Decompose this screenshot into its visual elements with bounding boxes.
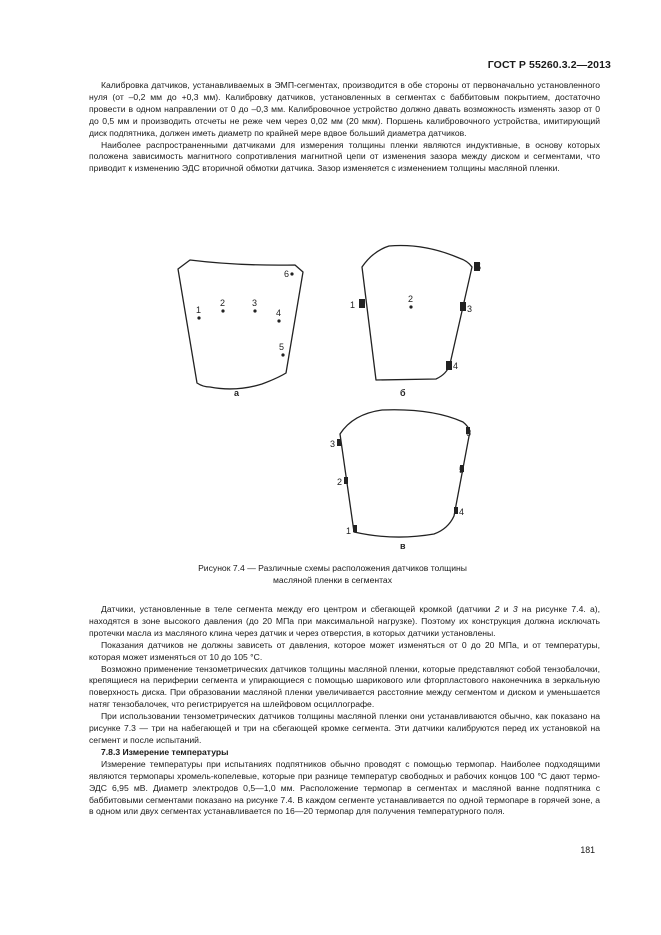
label-b-5: 5 bbox=[476, 262, 482, 272]
figure-caption bbox=[160, 562, 505, 586]
label-a-3: 3 bbox=[252, 298, 258, 308]
panel-b-letter: б bbox=[400, 388, 406, 398]
label-a-4: 4 bbox=[276, 308, 282, 318]
panel-a-letter: а bbox=[234, 388, 240, 398]
label-b-2: 2 bbox=[408, 294, 414, 304]
page-number: 181 bbox=[580, 845, 595, 855]
segment-b-outline bbox=[362, 246, 472, 381]
caption-line-1: Рисунок 7.4 — Различные схемы расположения датчиков толщины bbox=[198, 563, 467, 573]
label-a-5: 5 bbox=[279, 342, 285, 352]
figure-drawing bbox=[170, 236, 500, 556]
segment-a-outline bbox=[178, 260, 303, 389]
paragraph: Показания датчиков не должны зависеть от давления, которое может изменяться от 0 до 20 МПа, и от температуры, которая может изменяться от 10 до 105 °С. bbox=[89, 639, 600, 662]
paragraph: Наиболее распространенными датчиками для измерения толщины пленки являются индуктивные, в основу которых положена зависимость магнитного сопротивления магнитной цепи от изменения зазора между диском и сегментами, что приводит к изменению ЭДС вторичной обмотки датчика. Зазор изменяется с изменением толщины масляной пленки. bbox=[89, 139, 600, 174]
segment-v-outline bbox=[340, 410, 470, 537]
label-b-4: 4 bbox=[453, 361, 459, 371]
panel-v-letter: в bbox=[400, 541, 406, 551]
label-b-3: 3 bbox=[467, 304, 473, 314]
label-v-5: 5 bbox=[459, 465, 465, 475]
label-a-6: 6 bbox=[284, 269, 290, 279]
standard-header: ГОСТ Р 55260.3.2—2013 bbox=[487, 59, 611, 71]
top-text-block bbox=[89, 80, 600, 175]
caption-line-2: масляной пленки в сегментах bbox=[272, 575, 393, 585]
label-a-2: 2 bbox=[220, 298, 226, 308]
paragraph: Датчики, установленные в теле сегмента между его центром и сбегающей кромкой (датчики 2 и 3 на рисунке 7.4. а), находятся в зоне высокого давления (до 20 МПа при максимальной нагрузке). Поэтому их конструкция должна исключать протечки масла из масляного клина через датчик и через отверстия, в которых датчики установлены. bbox=[89, 604, 600, 638]
paragraph: Возможно применение тензометрических датчиков толщины масляной пленки, которые представляют собой тензобалочки, крепящиеся на периферии сегмента и упирающиеся с помощью шарикового или фторпластового наконечника в зеркальную поверхность диска. При образовании масляной пленки увеличивается расстояние между сегментом и диском и уменьшается натяг тензобалочек, что регистрируется на шлейфовом осциллографе. bbox=[89, 663, 600, 710]
label-v-1: 1 bbox=[346, 526, 352, 536]
bottom-text-block bbox=[89, 604, 600, 818]
label-b-1: 1 bbox=[350, 300, 356, 310]
label-a-1: 1 bbox=[196, 305, 202, 315]
label-v-6: 6 bbox=[466, 428, 472, 438]
paragraph: Измерение температуры при испытаниях подпятников обычно проводят с помощью термопар. Наиболее подходящими являются термопары хромель-копелевые, которые при разнице температур свободных и рабочих концов 100 °С дают термо-ЭДС 6,95 мВ. Диаметр электродов 0,5—1,0 мм. Расположение термопар в сегментах и масляной ванне подпятника с баббитовыми сегментами показано на рисунке 7.4. В каждом сегменте устанавливается по одной термопаре в горячей зоне, а в одном или двух сегментах устанавливается по 16—20 термопар для получения температурного поля. bbox=[89, 758, 600, 817]
paragraph: Калибровка датчиков, устанавливаемых в ЭМП-сегментах, производится в обе стороны от первоначально установленного нуля (от –0,2 мм до +0,3 мм). Калибровку датчиков, установленных в сегментах с баббитовым покрытием, достаточно провести в одном направлении от 0 до –0,3 мм. Калибровочное устройство должно давать возможность изменять зазор от 0 до 0,5 мм и производить отсчеты не реже чем через 0,02 мм (20 мкм). Поршень калибровочного устройства, имитирующий диск подпятника, должен иметь диаметр по крайней мере вдвое больший диаметра датчиков. bbox=[89, 80, 600, 138]
label-v-4: 4 bbox=[459, 507, 465, 517]
label-v-3: 3 bbox=[330, 439, 336, 449]
section-heading: 7.8.3 Измерение температуры bbox=[101, 746, 229, 757]
figure-7-4 bbox=[170, 236, 500, 556]
paragraph: При использовании тензометрических датчиков толщины масляной пленки они устанавливаются обычно, как показано на рисунке 7.3 — три на набегающей и три на сбегающей кромке сегмента. Эти датчики калибруются перед их установкой на сегмент и после испытаний. bbox=[89, 711, 600, 745]
label-v-2: 2 bbox=[337, 477, 343, 487]
